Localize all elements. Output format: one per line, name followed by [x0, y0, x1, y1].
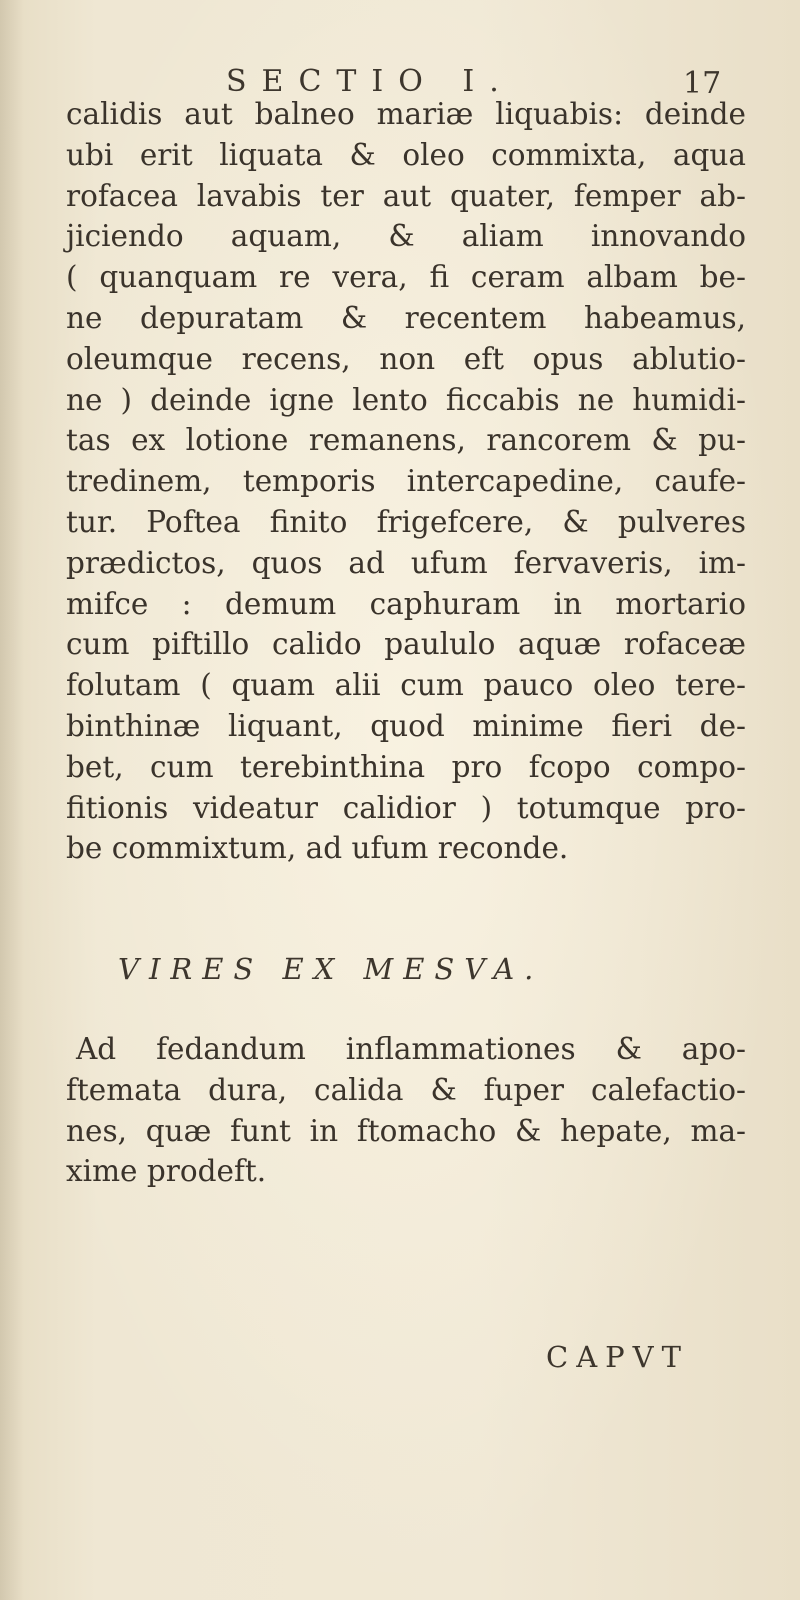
- paragraph-2: [66, 1029, 746, 1192]
- paragraph-1: [66, 94, 746, 869]
- text-line: tur. Poftea finito frigefcere, & pulveres: [66, 504, 746, 539]
- text-line: be commixtum, ad ufum reconde.: [66, 831, 569, 866]
- page-gutter-shadow: [0, 0, 24, 1600]
- text-line: cum piftillo calido paululo aquæ rofaceæ: [66, 627, 746, 662]
- text-line: tas ex lotione remanens, rancorem & pu-: [66, 423, 746, 458]
- text-line: ftemata dura, calida & fuper calefactio-: [66, 1072, 746, 1107]
- text-line: ubi erit liquata & oleo commixta, aqua: [66, 137, 746, 172]
- page-number: 17: [683, 66, 722, 101]
- text-line: oleumque recens, non eft opus ablutio-: [66, 341, 746, 376]
- catchword: CAPVT: [546, 1340, 689, 1374]
- text-line: bet, cum terebinthina pro fcopo compo-: [66, 749, 746, 784]
- section-heading: VIRES EX MESVA.: [118, 952, 544, 986]
- text-line: nes, quæ funt in ftomacho & hepate, ma-: [66, 1113, 746, 1148]
- text-line: fitionis videatur calidior ) totumque pro-: [66, 790, 746, 825]
- text-line: jiciendo aquam, & aliam innovando: [66, 219, 746, 254]
- text-line: ne depuratam & recentem habeamus,: [66, 300, 746, 335]
- text-line: tredinem, temporis intercapedine, caufe-: [66, 464, 746, 499]
- text-line: xime prodeft.: [66, 1154, 267, 1189]
- text-line: binthinæ liquant, quod minime fieri de-: [66, 708, 746, 743]
- text-line: ( quanquam re vera, fi ceram albam be-: [66, 260, 746, 295]
- text-line: rofacea lavabis ter aut quater, femper ab-: [66, 178, 746, 213]
- text-line: calidis aut balneo mariæ liquabis: deinde: [66, 97, 746, 131]
- text-line: Ad fedandum inflammationes & apo-: [76, 1032, 746, 1066]
- text-line: folutam ( quam alii cum pauco oleo tere-: [66, 668, 746, 703]
- text-line: ne ) deinde igne lento ficcabis ne humidi-: [66, 382, 746, 417]
- text-line: prædictos, quos ad ufum fervaveris, im-: [66, 545, 746, 580]
- text-line: mifce : demum caphuram in mortario: [66, 586, 746, 621]
- running-head: SECTIO I.: [226, 64, 514, 99]
